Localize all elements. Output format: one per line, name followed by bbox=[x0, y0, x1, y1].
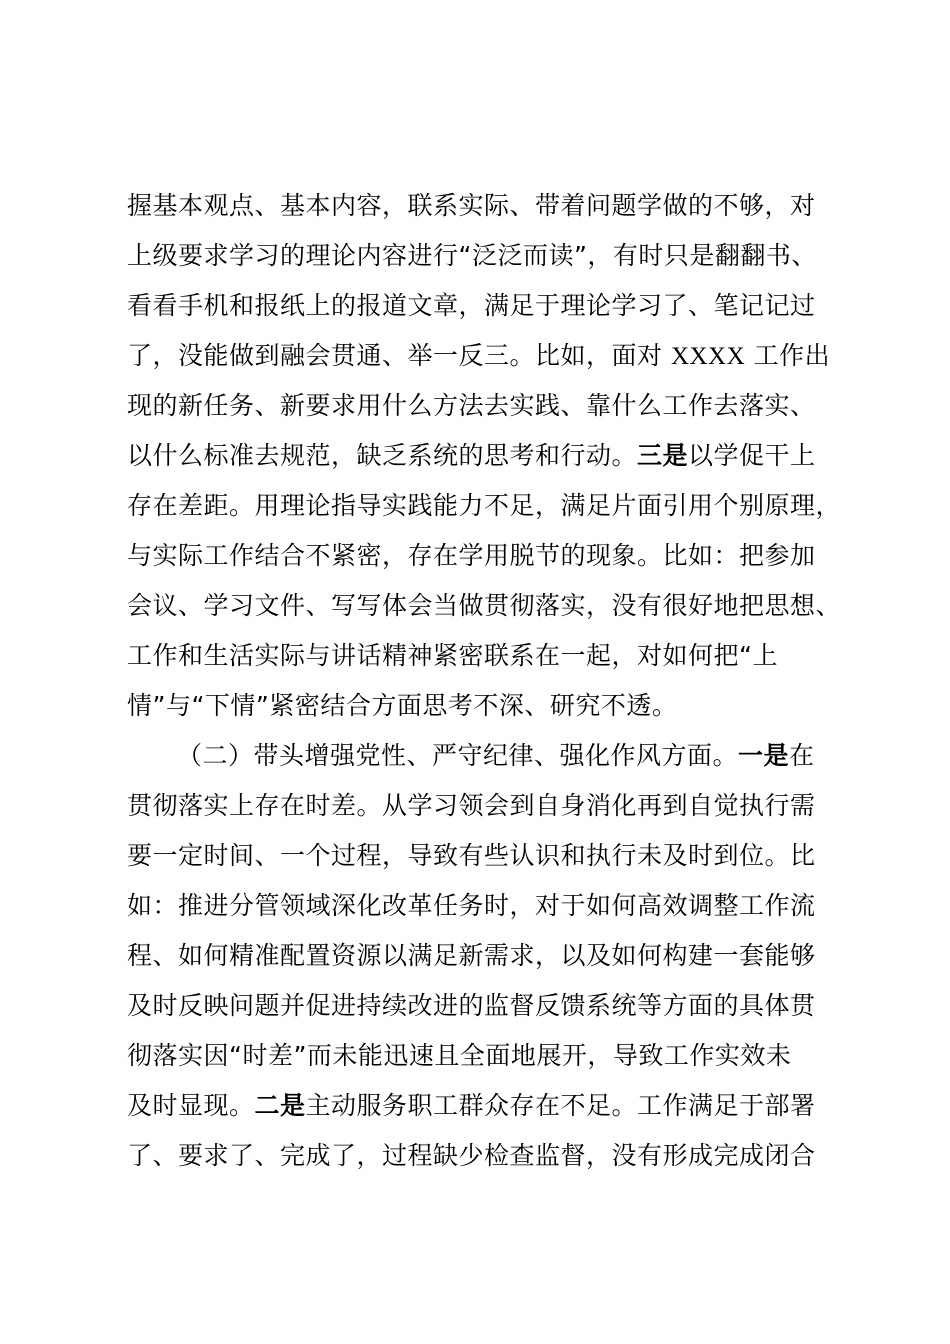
text-run: 工作出 bbox=[745, 341, 831, 370]
text-line: 会议、学习文件、写写体会当做贯彻落实，没有很好地把思想、 bbox=[127, 591, 842, 620]
bold-marker: 一是 bbox=[738, 741, 790, 770]
text-line: 及时反映问题并促进持续改进的监督反馈系统等方面的具体贯 bbox=[127, 991, 816, 1020]
text-run: 及时显现。 bbox=[127, 1091, 255, 1120]
text-line: 握基本观点、基本内容，联系实际、带着问题学做的不够，对 bbox=[127, 191, 816, 220]
text-line: 贯彻落实上存在时差。从学习领会到自身消化再到自觉执行需 bbox=[127, 791, 816, 820]
bold-marker: 二是 bbox=[254, 1091, 306, 1120]
text-line: 要一定时间、一个过程，导致有些认识和执行未及时到位。比 bbox=[127, 841, 816, 870]
text-line: 与实际工作结合不紧密，存在学用脱节的现象。比如：把参加 bbox=[127, 541, 816, 570]
text-run: 了，没能做到融会贯通、举一反三。比如，面对 bbox=[127, 341, 671, 370]
text-line: 如：推进分管领域深化改革任务时，对于如何高效调整工作流 bbox=[127, 891, 816, 920]
text-run: 以学促干上 bbox=[688, 441, 816, 470]
body-text bbox=[127, 181, 867, 1181]
text-line: 上级要求学习的理论内容进行“泛泛而读”，有时只是翻翻书、 bbox=[127, 241, 817, 270]
text-line: 看看手机和报纸上的报道文章，满足于理论学习了、笔记记过 bbox=[127, 291, 816, 320]
text-run: 在 bbox=[789, 741, 815, 770]
text-line: 程、如何精准配置资源以满足新需求，以及如何构建一套能够 bbox=[127, 941, 816, 970]
text-run: 以什么标准去规范，缺乏系统的思考和行动。 bbox=[127, 441, 638, 470]
text-line: 彻落实因“时差”而未能迅速且全面地展开，导致工作实效未 bbox=[127, 1041, 792, 1070]
text-run: 主动服务职工群众存在不足。工作满足于部署 bbox=[305, 1091, 816, 1120]
text-line: 工作和生活实际与讲话精神紧密联系在一起，对如何把“上 bbox=[127, 641, 778, 670]
text-line bbox=[127, 1081, 867, 1131]
text-line bbox=[127, 331, 867, 381]
section-heading: （二）带头增强党性、严守纪律、强化作风方面。 bbox=[177, 741, 739, 770]
text-run-latin: XXXX bbox=[670, 343, 746, 370]
text-line: 情”与“下情”紧密结合方面思考不深、研究不透。 bbox=[127, 691, 678, 720]
text-line: 现的新任务、新要求用什么方法去实践、靠什么工作去落实、 bbox=[127, 391, 816, 420]
bold-marker: 三是 bbox=[637, 441, 689, 470]
text-line: 存在差距。用理论指导实践能力不足，满足片面引用个别原理， bbox=[127, 491, 842, 520]
section-heading-line bbox=[127, 731, 867, 781]
text-line bbox=[127, 431, 867, 481]
text-line: 了、要求了、完成了，过程缺少检查监督，没有形成完成闭合 bbox=[127, 1141, 816, 1170]
